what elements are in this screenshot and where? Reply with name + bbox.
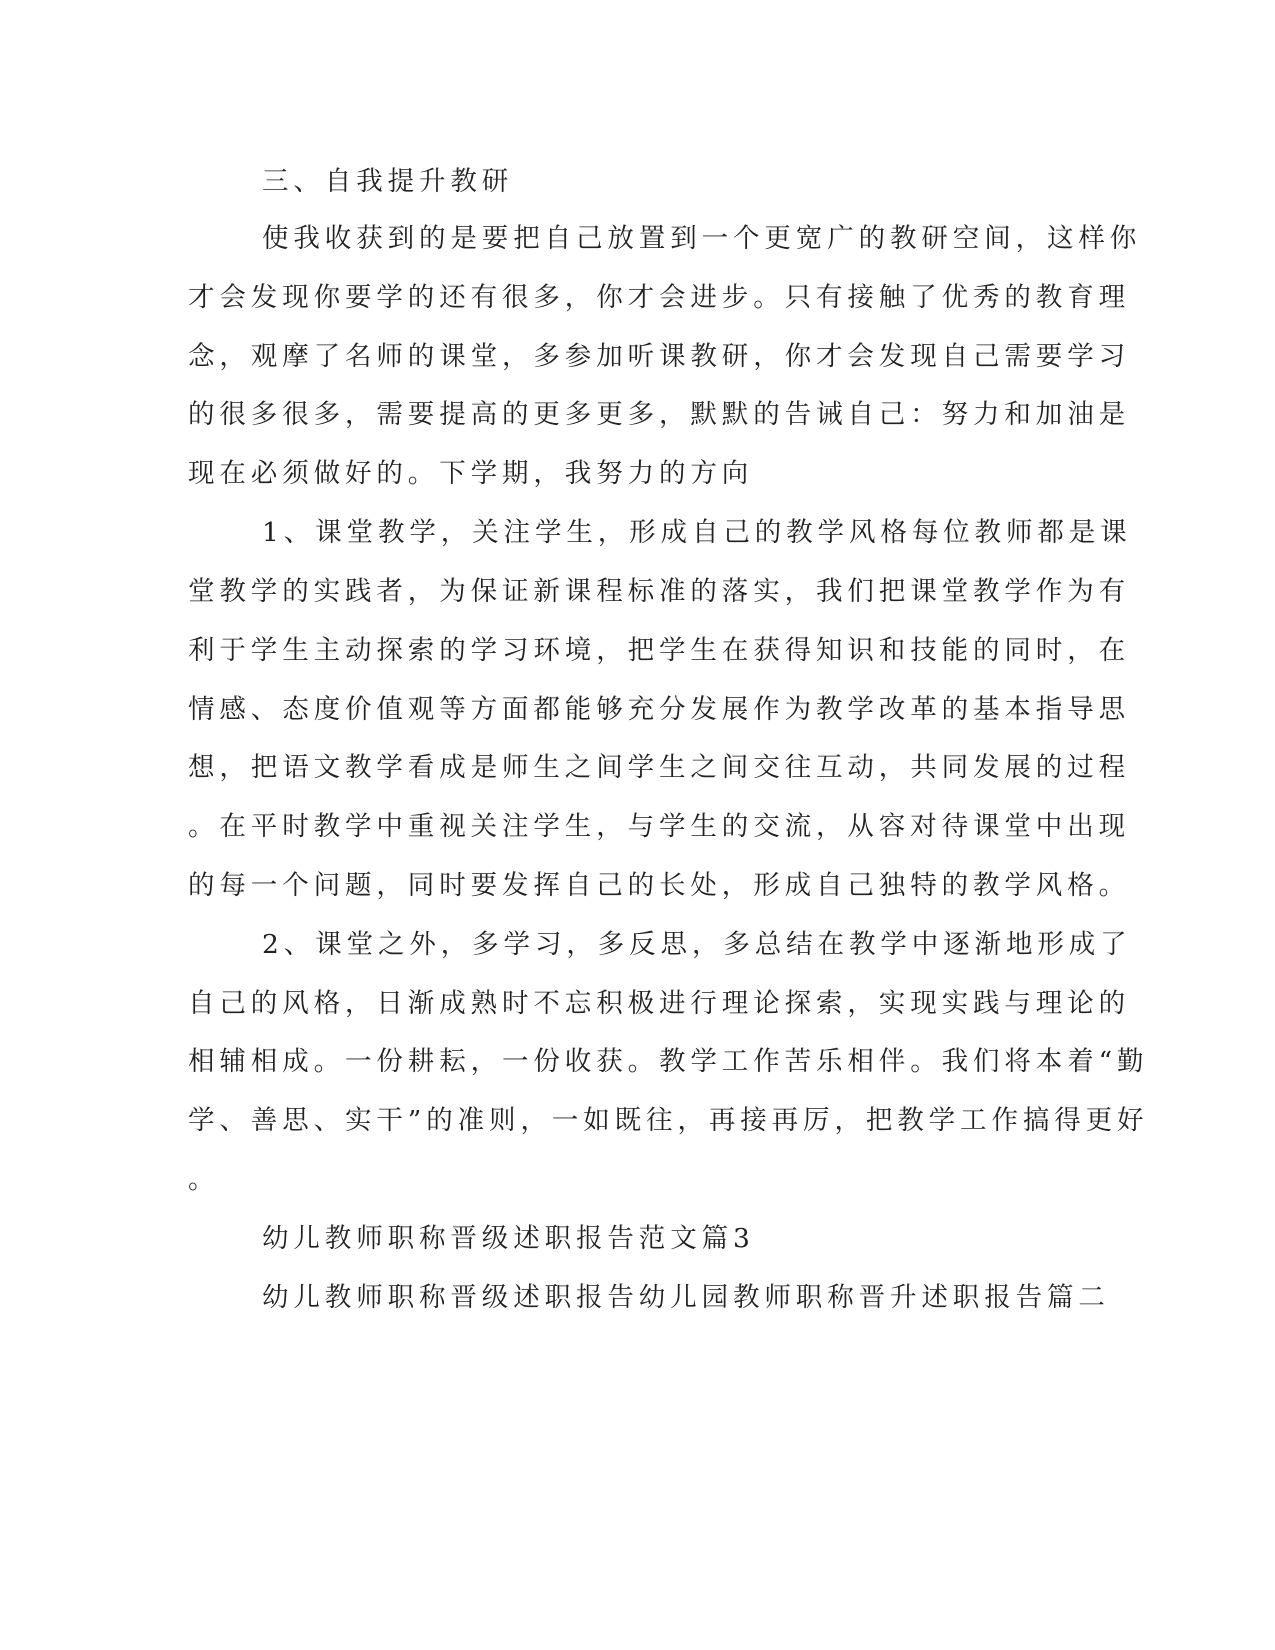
paragraph-line: 学、善思、实干”的准则，一如既往，再接再厉，把教学工作搞得更好 [188,1105,1149,1136]
paragraph-line: 的很多很多，需要提高的更多更多，默默的告诫自己：努力和加油是 [188,399,1130,430]
section-title: 幼儿教师职称晋级述职报告范文篇3 [262,1223,755,1254]
paragraph-line: 使我收获到的是要把自己放置到一个更宽广的教研空间，这样你 [262,223,1142,254]
paragraph-line: 2、课堂之外，多学习，多反思，多总结在教学中逐渐地形成了 [262,929,1132,960]
paragraph-line: 自己的风格，日渐成熟时不忘积极进行理论探索，实现实践与理论的 [188,988,1130,1019]
paragraph-line: 堂教学的实践者，为保证新课程标准的落实，我们把课堂教学作为有 [188,576,1130,607]
paragraph-line: 现在必须做好的。下学期，我努力的方向 [188,458,754,489]
paragraph-line: 。在平时教学中重视关注学生，与学生的交流，从容对待课堂中出现 [188,811,1130,842]
paragraph-line: 的每一个问题，同时要发挥自己的长处，形成自己独特的教学风格。 [188,870,1130,901]
paragraph-line: 想，把语文教学看成是师生之间学生之间交往互动，共同发展的过程 [188,752,1130,783]
paragraph-line: 念，观摩了名师的课堂，多参加听课教研，你才会发现自己需要学习 [188,341,1130,372]
paragraph-line: 。 [188,1164,220,1195]
section-title: 幼儿教师职称晋级述职报告幼儿园教师职称晋升述职报告篇二 [262,1282,1110,1313]
paragraph-line: 1、课堂教学，关注学生，形成自己的教学风格每位教师都是课 [262,517,1132,548]
paragraph-line: 情感、态度价值观等方面都能够充分发展作为教学改革的基本指导思 [188,694,1130,725]
paragraph-line: 利于学生主动探索的学习环境，把学生在获得知识和技能的同时，在 [188,635,1130,666]
paragraph-line: 才会发现你要学的还有很多，你才会进步。只有接触了优秀的教育理 [188,282,1130,313]
section-heading: 三、自我提升教研 [262,166,514,197]
paragraph-line: 相辅相成。一份耕耘，一份收获。教学工作苦乐相伴。我们将本着“勤 [188,1046,1149,1077]
